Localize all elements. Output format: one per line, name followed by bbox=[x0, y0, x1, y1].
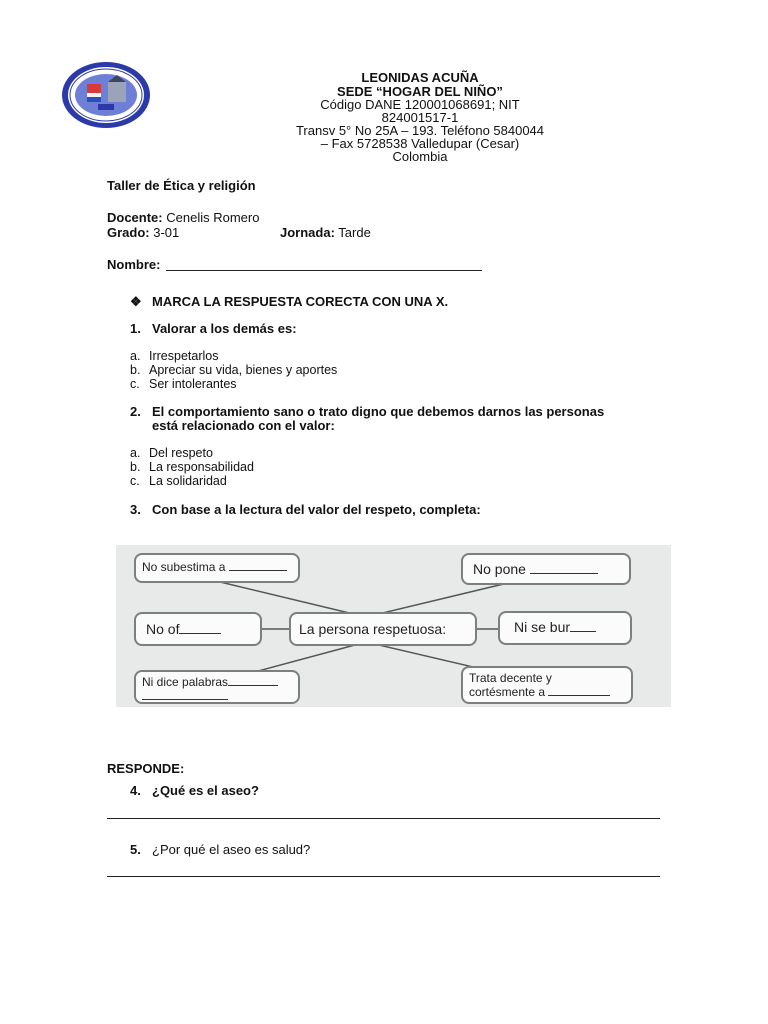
instruction-text: MARCA LA RESPUESTA CORECTA CON UNA X. bbox=[152, 294, 449, 309]
address-line-2: – Fax 5728538 Valledupar (Cesar) bbox=[320, 136, 520, 151]
question-text: Con base a la lectura del valor del respeto, completa: bbox=[152, 502, 481, 517]
box-label: No of bbox=[146, 621, 180, 637]
question-5 bbox=[130, 842, 310, 857]
option-1b[interactable] bbox=[130, 363, 337, 377]
question-number: 4. bbox=[130, 783, 141, 798]
question-3 bbox=[130, 502, 481, 517]
question-number: 2. bbox=[130, 404, 141, 419]
option-text: La responsabilidad bbox=[149, 460, 254, 474]
option-1c[interactable] bbox=[130, 377, 237, 391]
question-1 bbox=[130, 321, 297, 336]
answer-line-4[interactable] bbox=[107, 818, 660, 819]
box-label: No subestima a bbox=[142, 560, 226, 574]
question-text: Valorar a los demás es: bbox=[152, 321, 297, 336]
instruction-bullet-icon: ❖ bbox=[130, 294, 142, 309]
responde-heading: RESPONDE: bbox=[107, 761, 185, 776]
blank-line[interactable] bbox=[179, 633, 221, 634]
school-name: LEONIDAS ACUÑA bbox=[361, 70, 479, 85]
instruction bbox=[130, 294, 448, 309]
grade-value: 3-01 bbox=[153, 225, 180, 240]
diagram-box-center bbox=[289, 612, 477, 646]
box-label: Ni dice palabras bbox=[142, 675, 229, 689]
address-line-1: Transv 5° No 25A – 193. Teléfono 5840044 bbox=[295, 123, 545, 138]
option-2c[interactable] bbox=[130, 474, 227, 488]
diagram-box-top-right bbox=[461, 553, 631, 585]
option-text: La solidaridad bbox=[149, 474, 227, 488]
option-2b[interactable] bbox=[130, 460, 254, 474]
dane-line-1: Código DANE 120001068691; NIT bbox=[320, 97, 520, 112]
blank-line[interactable] bbox=[142, 699, 228, 700]
question-4 bbox=[130, 783, 259, 798]
option-letter: b. bbox=[130, 363, 141, 377]
box-label: No pone bbox=[473, 561, 526, 577]
diagram-box-bottom-left bbox=[134, 670, 300, 704]
blank-line[interactable] bbox=[228, 685, 278, 686]
box-label-line-2: cortésmente a bbox=[469, 685, 546, 699]
box-label: Ni se bur bbox=[514, 619, 571, 635]
option-1a[interactable] bbox=[130, 349, 218, 363]
blank-line[interactable] bbox=[530, 573, 598, 574]
option-letter: a. bbox=[130, 446, 141, 460]
option-text: Apreciar su vida, bienes y aportes bbox=[149, 363, 338, 377]
name-label: Nombre: bbox=[107, 257, 161, 272]
diagram-box-mid-right bbox=[498, 611, 632, 645]
teacher-label: Docente: bbox=[107, 210, 163, 225]
diagram-box-mid-left bbox=[134, 612, 262, 646]
answer-line-5[interactable] bbox=[107, 876, 660, 877]
school-site: SEDE “HOGAR DEL NIÑO” bbox=[337, 84, 503, 99]
school-logo bbox=[60, 60, 152, 130]
option-text: Ser intolerantes bbox=[149, 377, 237, 391]
blank-line[interactable] bbox=[229, 570, 287, 571]
center-label: La persona respetuosa: bbox=[299, 621, 447, 637]
question-number: 3. bbox=[130, 502, 141, 517]
respect-diagram bbox=[116, 545, 671, 707]
teacher-row bbox=[107, 210, 259, 225]
box-label-line-1: Trata decente y bbox=[469, 671, 552, 685]
workshop-title: Taller de Ética y religión bbox=[107, 178, 256, 193]
name-input-line[interactable] bbox=[166, 270, 482, 271]
question-text-line-1: El comportamiento sano o trato digno que debemos darnos las personas bbox=[152, 404, 605, 419]
question-number: 1. bbox=[130, 321, 141, 336]
blank-line[interactable] bbox=[570, 631, 596, 632]
grade-label: Grado: bbox=[107, 225, 150, 240]
blank-line[interactable] bbox=[548, 695, 610, 696]
country: Colombia bbox=[392, 149, 448, 164]
question-2 bbox=[130, 404, 604, 419]
option-letter: a. bbox=[130, 349, 141, 363]
question-text: ¿Qué es el aseo? bbox=[152, 783, 259, 798]
question-number: 5. bbox=[130, 842, 141, 857]
shift-row bbox=[280, 225, 371, 240]
shift-label: Jornada: bbox=[280, 225, 335, 240]
grade-row bbox=[107, 225, 179, 240]
question-2-line-2: está relacionado con el valor: bbox=[152, 418, 335, 433]
question-text: ¿Por qué el aseo es salud? bbox=[152, 842, 311, 857]
option-letter: b. bbox=[130, 460, 141, 474]
option-letter: c. bbox=[130, 377, 140, 391]
option-text: Del respeto bbox=[149, 446, 213, 460]
shift-value: Tarde bbox=[338, 225, 371, 240]
option-text: Irrespetarlos bbox=[149, 349, 219, 363]
option-2a[interactable] bbox=[130, 446, 213, 460]
dane-line-2: 824001517-1 bbox=[381, 110, 459, 125]
diagram-box-bottom-right bbox=[461, 666, 633, 704]
diagram-box-top-left bbox=[134, 553, 300, 583]
teacher-value: Cenelis Romero bbox=[166, 210, 260, 225]
option-letter: c. bbox=[130, 474, 140, 488]
